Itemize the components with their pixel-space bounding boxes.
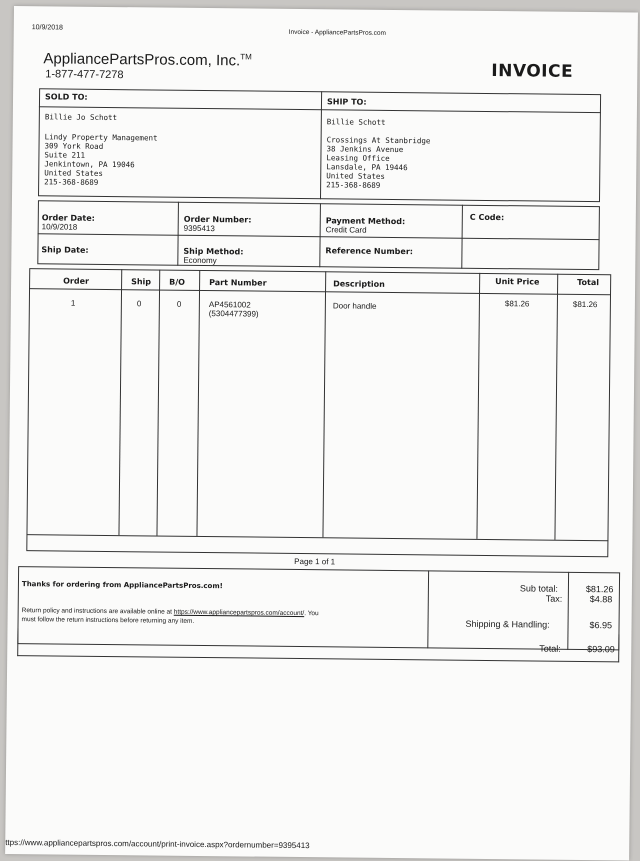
return-policy-text: . You [304,610,319,618]
items-table [26,268,611,557]
return-policy-text: must follow the return instructions before returning any item. [21,616,195,625]
ship-to-address [326,135,430,190]
address-line: Leasing Office [326,153,390,163]
row-ship: 0 [136,299,142,309]
shipping-value: $6.95 [589,620,613,631]
total-label: Total: [539,643,561,654]
payment-method: Credit Card [325,225,367,235]
ship-to-name: Billie Schott [326,117,386,127]
address-line: Suite 211 [44,150,86,160]
order-number-label: Order Number: [183,214,252,225]
reference-number-label: Reference Number: [325,246,414,257]
return-policy-text: Return policy and instructions are available online at [21,607,174,616]
row-part-number: AP4561002 [208,300,251,310]
company-name-text: AppliancePartsPros.com, Inc. [43,50,241,70]
sold-to-label: SOLD TO: [45,92,88,102]
subtotal-label: Sub total: [519,583,559,594]
trademark: TM [240,52,252,62]
tax-value: $4.88 [589,594,613,605]
row-total: $81.26 [572,299,598,310]
company-phone: 1-877-477-7278 [45,68,124,82]
c-code-label: C Code: [469,212,505,223]
page-indicator: Page 1 of 1 [294,556,336,567]
row-description: Door handle [332,301,377,311]
sold-to-name: Billie Jo Schott [44,112,118,123]
address-line: Crossings At Stanbridge [326,135,431,146]
address-line: Lindy Property Management [44,132,158,143]
address-line: Lansdale, PA 19446 [326,162,408,173]
ship-to-label: SHIP TO: [326,97,367,107]
row-part-alt: (5304477399) [208,309,259,319]
subtotal-value: $81.26 [585,584,614,595]
order-number: 9395413 [183,223,215,234]
print-footer-url: ttps://www.appliancepartspros.com/account/print-invoice.aspx?ordernumber=9395413 [5,837,310,851]
col-header-total: Total [577,277,600,288]
col-header-description: Description [333,279,385,289]
order-date: 10/9/2018 [41,222,78,232]
address-line: 215-368-8689 [326,180,381,190]
row-bo: 0 [176,299,182,309]
print-page-title: Invoice - AppliancePartsPros.com [288,28,386,37]
shipping-label: Shipping & Handling: [465,618,550,630]
ship-method-label: Ship Method: [183,246,244,257]
address-line: 38 Jenkins Avenue [326,144,404,155]
payment-method-label: Payment Method: [325,216,406,227]
address-line: United States [44,168,104,178]
row-unit-price: $81.26 [504,299,530,309]
total-value: $93.09 [587,644,615,655]
return-policy-link[interactable]: https://www.appliancepartspros.com/account/ [173,608,305,618]
order-date-label: Order Date: [41,213,95,223]
document-type: INVOICE [491,61,574,82]
address-line: 215-368-8689 [44,177,99,187]
row-order: 1 [70,298,76,308]
address-line: 309 York Road [44,141,104,151]
total-box [17,628,619,662]
address-line: United States [326,171,385,181]
ship-method: Economy [183,255,217,266]
invoice-paper [5,6,638,860]
tax-label: Tax: [545,593,563,604]
col-header-ship: Ship [131,277,152,287]
print-date: 10/9/2018 [31,24,63,32]
col-header-bo: B/O [169,277,185,287]
thanks-message: Thanks for ordering from AppliancePartsPros.com! [21,580,223,591]
address-line: Jenkintown, PA 19046 [44,159,135,170]
sold-to-address [44,132,157,187]
col-header-unit-price: Unit Price [495,277,540,287]
company-name [43,50,251,69]
col-header-order: Order [63,276,90,286]
col-header-part-number: Part Number [209,278,267,288]
ship-date-label: Ship Date: [41,245,89,255]
